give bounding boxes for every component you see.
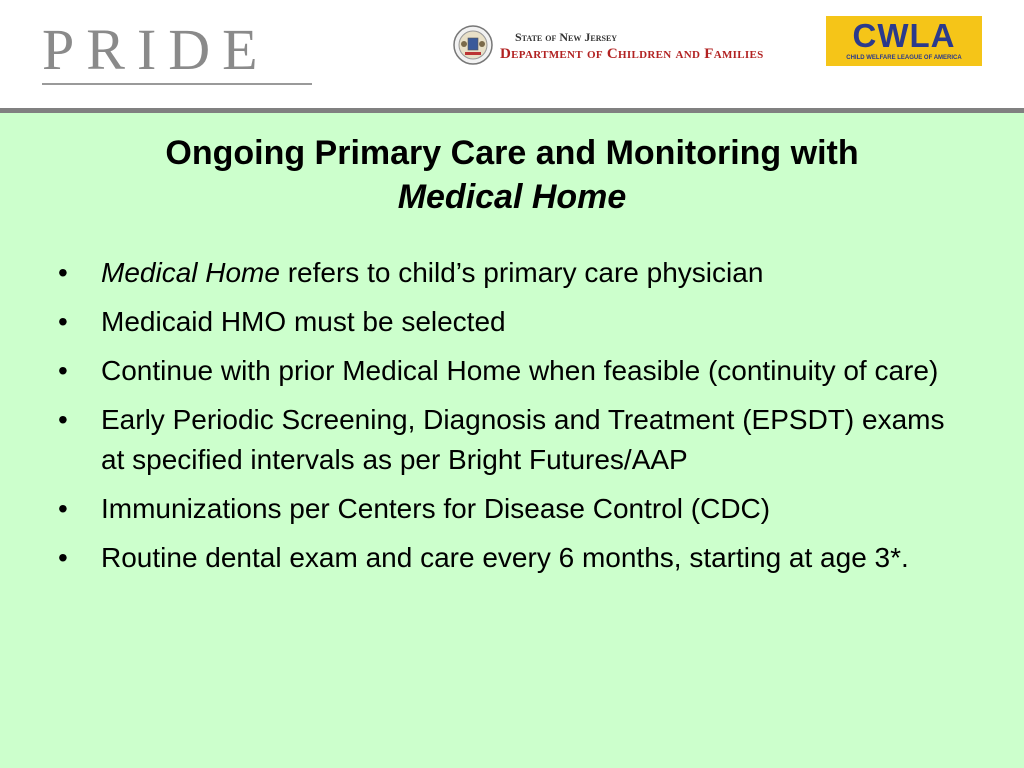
nj-state-seal-icon bbox=[453, 25, 493, 65]
slide-content bbox=[0, 113, 1024, 768]
slide-title-line-1: Ongoing Primary Care and Monitoring with bbox=[165, 134, 859, 172]
bullet-list bbox=[58, 253, 958, 587]
bullet-item bbox=[58, 302, 958, 342]
dcf-state-label: State of New Jersey bbox=[515, 30, 618, 44]
pride-logo-underline bbox=[42, 83, 312, 85]
dcf-department-label: Department of Children and Families bbox=[500, 46, 764, 62]
bullet-item bbox=[58, 253, 958, 293]
dcf-agency-block bbox=[500, 30, 820, 70]
bullet-marker: • bbox=[58, 542, 68, 573]
cwla-logo bbox=[826, 16, 982, 66]
bullet-emphasis: Medical Home bbox=[101, 257, 280, 288]
bullet-marker: • bbox=[58, 493, 68, 524]
cwla-logo-text: CWLA bbox=[852, 17, 956, 54]
cwla-logo-subtext: CHILD WELFARE LEAGUE OF AMERICA bbox=[846, 55, 962, 61]
slide-title-line-2: Medical Home bbox=[397, 178, 627, 216]
slide-header bbox=[0, 0, 1024, 108]
bullet-marker: • bbox=[58, 306, 68, 337]
bullet-marker: • bbox=[58, 257, 68, 288]
bullet-marker: • bbox=[58, 355, 68, 386]
bullet-marker: • bbox=[58, 404, 68, 435]
bullet-text: Immunizations per Centers for Disease Control (CDC) bbox=[101, 493, 771, 524]
bullet-item bbox=[58, 351, 958, 391]
bullet-text: Early Periodic Screening, Diagnosis and Treatment (EPSDT) exams at specified intervals as per Bright Futures/AAP bbox=[101, 404, 945, 475]
bullet-item bbox=[58, 400, 958, 480]
pride-logo-text: PRIDE bbox=[42, 17, 270, 82]
bullet-item bbox=[58, 538, 958, 578]
bullet-text: Continue with prior Medical Home when feasible (continuity of care) bbox=[101, 355, 939, 386]
bullet-text: Routine dental exam and care every 6 months, starting at age 3*. bbox=[101, 542, 909, 573]
pride-logo bbox=[42, 17, 314, 90]
bullet-text: refers to child’s primary care physician bbox=[279, 257, 764, 288]
slide-title bbox=[0, 131, 1024, 219]
bullet-text: Medicaid HMO must be selected bbox=[101, 306, 506, 337]
bullet-item bbox=[58, 489, 958, 529]
